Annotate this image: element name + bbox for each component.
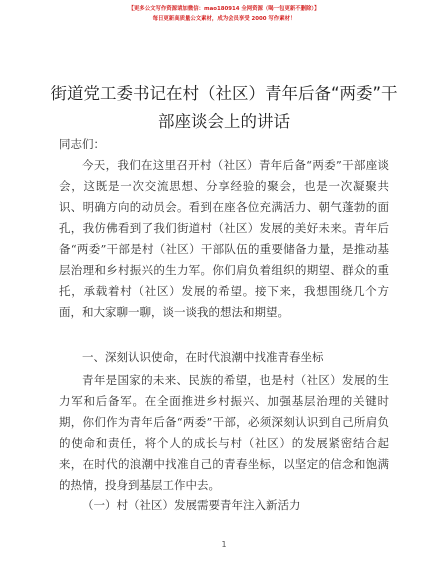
section-heading-1: 一、深刻认识使命，在时代浪潮中找准青春坐标 (82, 350, 324, 364)
subsection-heading-1: （一）村（社区）发展需要青年注入新活力 (82, 498, 301, 512)
promo-banner-line-2: 每日更新高质量公文素材，成为会员享受 2000 写作素材！ (152, 16, 296, 22)
paragraph-opening: 今天，我们在这里召开村（社区）青年后备“两委”干部座谈会，这既是一次交流思想、分享经验的聚会，也是一次凝聚共识、明确方向的动员会。看到在座各位充满活力、朝气蓬勃的面孔，我仿佛看到了我们街道村（社区）发展的美好未来。青年后备“两委”干部是村（社区）干部队伍的重要储备力量，是推动基层治理和乡村振兴的生力军。你们肩负着组织的期望、群众的重托，承载着村（社区）发展的希望。接下来，我想围绕几个方面，和大家聊一聊，谈一谈我的想法和期望。 (59, 158, 389, 319)
promo-banner-line-1: 【更多公文写作资源请加微信：mao180914 全网资源（喝一包更新不删除）】 (128, 6, 320, 12)
salutation: 同志们： (59, 137, 105, 151)
paragraph-section-1: 青年是国家的未来、民族的希望，也是村（社区）发展的生力军和后备军。在全面推进乡村振兴、加强基层治理的关键时期，你们作为青年后备“两委”干部，必须深刻认识到自己所肩负的使命和责任，将个人的成长与村（社区）的发展紧密结合起来，在时代的浪潮中找准自己的青春坐标，以坚定的信念和饱满的热情，投身到基层工作中去。 (59, 373, 389, 492)
document-title: 街道党工委书记在村（社区）青年后备“两委”干部座谈会上的讲话 (50, 84, 398, 131)
promo-banner (0, 4, 448, 24)
page-number: 1 (221, 540, 227, 549)
